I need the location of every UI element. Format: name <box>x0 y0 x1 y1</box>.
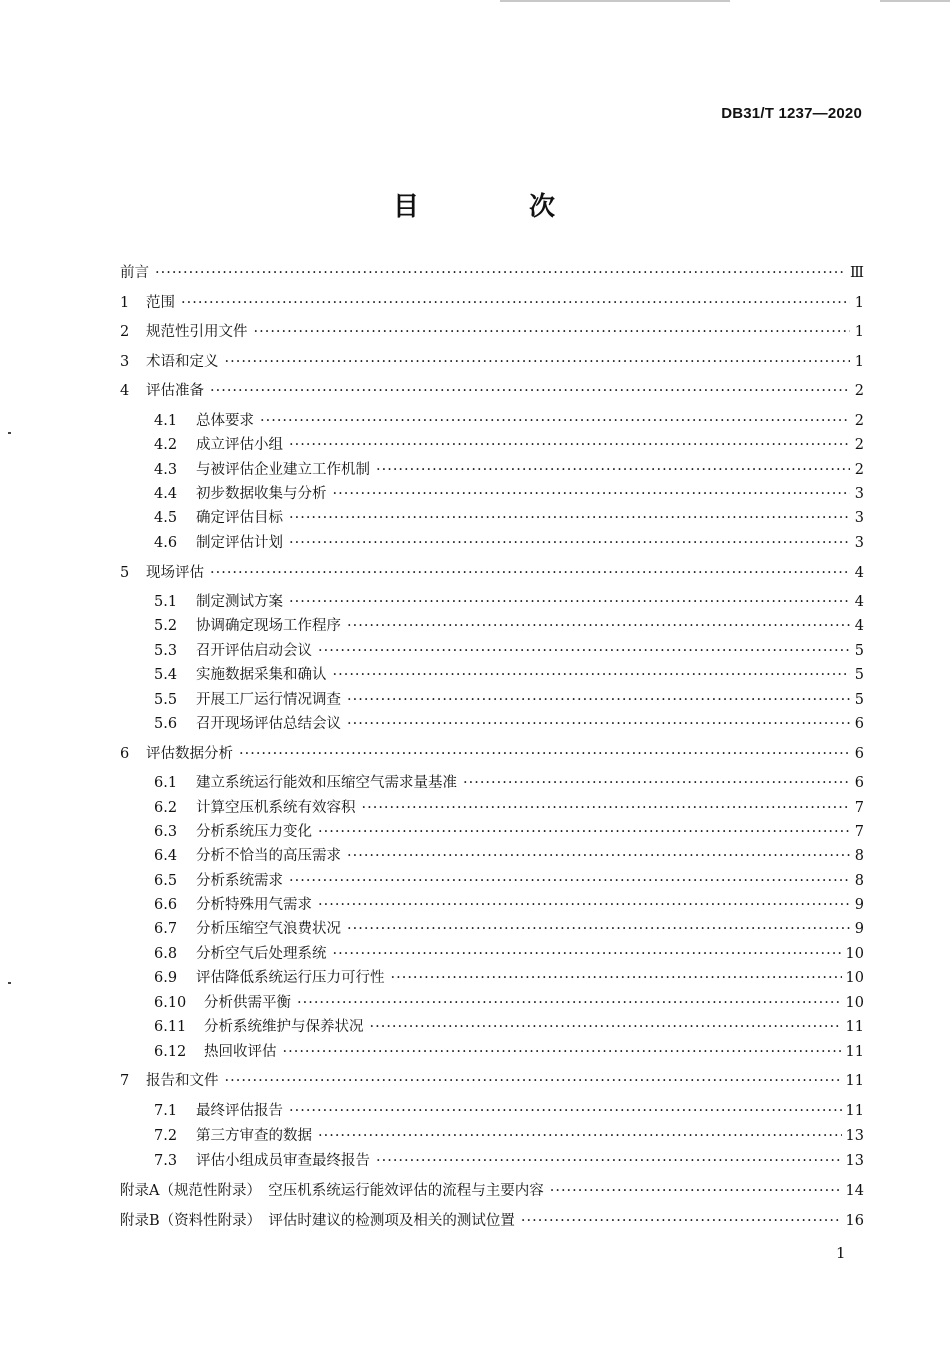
toc-entry-number: 6.12 <box>154 1044 187 1060</box>
toc-entry[interactable] <box>137 1102 864 1120</box>
toc-entry-number: 7.3 <box>154 1153 178 1169</box>
toc-entry-number: 6.4 <box>154 848 178 864</box>
toc-entry-page: 5 <box>854 643 864 659</box>
toc-entry-label: 附录B（资料性附录） 评估时建议的检测项及相关的测试位置 <box>120 1213 515 1229</box>
toc-entry[interactable] <box>137 1043 864 1061</box>
toc-entry-number: 2 <box>120 324 130 340</box>
toc-entry-number: 3 <box>120 354 130 370</box>
toc-leader-dots <box>289 509 850 527</box>
toc-entry-page: 1 <box>854 295 864 311</box>
toc-entry-number: 6.3 <box>154 824 178 840</box>
toc-entry-number: 5.2 <box>154 618 178 634</box>
toc-entry-label: 范围 <box>146 295 175 311</box>
toc-entry-label: 评估准备 <box>146 383 204 399</box>
toc-entry-number: 6.5 <box>154 873 178 889</box>
toc-leader-dots <box>347 691 850 709</box>
toc-entry-page: 8 <box>854 873 864 889</box>
toc-entry-page: 16 <box>845 1213 864 1229</box>
toc-entry-page: 3 <box>854 535 864 551</box>
toc-leader-dots <box>225 353 851 371</box>
toc-entry[interactable] <box>120 382 864 400</box>
toc-entry-label: 热回收评估 <box>204 1044 277 1060</box>
toc-entry-label: 计算空压机系统有效容积 <box>196 800 356 816</box>
toc-entry-label: 第三方审查的数据 <box>196 1128 312 1144</box>
toc-entry-page: 13 <box>845 1128 864 1144</box>
toc-leader-dots <box>318 642 850 660</box>
toc-entry-label: 召开评估启动会议 <box>196 643 312 659</box>
scan-speck <box>8 982 11 984</box>
toc-entry-label: 分析不恰当的高压需求 <box>196 848 341 864</box>
toc-entry[interactable] <box>120 1182 864 1200</box>
document-code: DB31/T 1237—2020 <box>721 105 862 122</box>
toc-leader-dots <box>210 382 850 400</box>
toc-entry[interactable] <box>137 666 864 684</box>
toc-entry[interactable] <box>120 294 864 312</box>
toc-entry-label: 附录A（规范性附录） 空压机系统运行能效评估的流程与主要内容 <box>120 1183 544 1199</box>
toc-leader-dots <box>347 715 850 733</box>
toc-entry-number: 4 <box>120 383 130 399</box>
toc-entry-number: 6.7 <box>154 921 178 937</box>
toc-entry-label: 分析特殊用气需求 <box>196 897 312 913</box>
toc-entry-number: 5.6 <box>154 716 178 732</box>
toc-entry-label: 术语和定义 <box>146 354 219 370</box>
toc-entry[interactable] <box>137 461 864 479</box>
toc-entry-label: 召开现场评估总结会议 <box>196 716 341 732</box>
toc-entry-number: 5.5 <box>154 692 178 708</box>
toc-entry-number: 1 <box>120 295 130 311</box>
toc-entry-label: 制定评估计划 <box>196 535 283 551</box>
toc-leader-dots <box>333 945 842 963</box>
toc-leader-dots <box>225 1072 842 1090</box>
toc-entry-label: 初步数据收集与分析 <box>196 486 327 502</box>
toc-leader-dots <box>210 564 850 582</box>
toc-entry-number: 5.3 <box>154 643 178 659</box>
toc-entry-number: 6.8 <box>154 946 178 962</box>
toc-entry-page: 4 <box>854 594 864 610</box>
toc-entry[interactable] <box>137 617 864 635</box>
toc-entry[interactable] <box>137 774 864 792</box>
toc-leader-dots <box>155 264 846 282</box>
toc-entry-page: 7 <box>854 800 864 816</box>
toc-entry-label: 分析供需平衡 <box>204 995 291 1011</box>
toc-entry-number: 5.1 <box>154 594 178 610</box>
toc-entry-page: 14 <box>845 1183 864 1199</box>
toc-entry[interactable] <box>137 1018 864 1036</box>
toc-entry-number: 6.6 <box>154 897 178 913</box>
toc-entry-number: 4.4 <box>154 486 178 502</box>
toc-entry-page: 1 <box>854 354 864 370</box>
toc-entry-label: 与被评估企业建立工作机制 <box>196 462 370 478</box>
toc-entry-label: 规范性引用文件 <box>146 324 248 340</box>
toc-entry[interactable] <box>120 264 864 282</box>
toc-leader-dots <box>370 1018 842 1036</box>
toc-entry-label: 最终评估报告 <box>196 1103 283 1119</box>
toc-entry-number: 5 <box>120 565 130 581</box>
toc-entry[interactable] <box>137 847 864 865</box>
toc-entry-page: 4 <box>854 618 864 634</box>
toc-entry[interactable] <box>137 896 864 914</box>
toc-entry-number: 7.2 <box>154 1128 178 1144</box>
toc-entry-number: 5.4 <box>154 667 178 683</box>
toc-entry-page: 9 <box>854 897 864 913</box>
toc-entry-label: 总体要求 <box>196 413 254 429</box>
toc-entry-page: 2 <box>854 413 864 429</box>
toc-entry-label: 分析系统压力变化 <box>196 824 312 840</box>
toc-entry[interactable] <box>120 1072 864 1090</box>
toc-entry-page: 2 <box>854 462 864 478</box>
toc-entry-page: 5 <box>854 667 864 683</box>
toc-entry[interactable] <box>137 691 864 709</box>
toc-entry-label: 分析系统需求 <box>196 873 283 889</box>
toc-entry-page: 8 <box>854 848 864 864</box>
toc-entry[interactable] <box>120 564 864 582</box>
toc-entry-number: 6 <box>120 746 130 762</box>
toc-entry[interactable] <box>137 1127 864 1145</box>
toc-entry[interactable] <box>137 945 864 963</box>
page-title: 目 次 <box>392 192 597 222</box>
toc-entry-page: 10 <box>845 970 864 986</box>
toc-entry-page: 3 <box>854 510 864 526</box>
toc-leader-dots <box>550 1182 842 1200</box>
toc-leader-dots <box>283 1043 842 1061</box>
toc-leader-dots <box>376 461 850 479</box>
toc-entry-label: 分析压缩空气浪费状况 <box>196 921 341 937</box>
toc-entry-page: 13 <box>845 1153 864 1169</box>
toc-leader-dots <box>289 593 850 611</box>
toc-entry[interactable] <box>137 969 864 987</box>
toc-entry-page: 2 <box>854 383 864 399</box>
toc-entry-number: 7.1 <box>154 1103 178 1119</box>
toc-leader-dots <box>318 1127 842 1145</box>
toc-entry[interactable] <box>137 799 864 817</box>
toc-entry[interactable] <box>137 994 864 1012</box>
toc-entry-number: 7 <box>120 1073 130 1089</box>
toc-entry[interactable] <box>137 534 864 552</box>
toc-entry-page: 11 <box>845 1073 864 1089</box>
toc-leader-dots <box>254 323 851 341</box>
toc-entry-label: 协调确定现场工作程序 <box>196 618 341 634</box>
toc-entry-label: 分析空气后处理系统 <box>196 946 327 962</box>
toc-entry[interactable] <box>137 715 864 733</box>
toc-entry[interactable] <box>137 412 864 430</box>
toc-entry-label: 评估降低系统运行压力可行性 <box>196 970 385 986</box>
toc-entry[interactable] <box>137 823 864 841</box>
toc-entry[interactable] <box>137 1152 864 1170</box>
toc-entry-label: 现场评估 <box>146 565 204 581</box>
toc-entry-page: 4 <box>854 565 864 581</box>
toc-leader-dots <box>289 872 850 890</box>
toc-entry[interactable] <box>137 920 864 938</box>
toc-leader-dots <box>181 294 850 312</box>
toc-leader-dots <box>318 896 850 914</box>
toc-entry-page: 1 <box>854 324 864 340</box>
toc-entry-number: 6.1 <box>154 775 178 791</box>
toc-leader-dots <box>297 994 842 1012</box>
toc-entry-page: 9 <box>854 921 864 937</box>
toc-entry-number: 6.11 <box>154 1019 187 1035</box>
toc-entry-page: 2 <box>854 437 864 453</box>
toc-leader-dots <box>376 1152 842 1170</box>
toc-entry-page: 6 <box>854 716 864 732</box>
toc-entry-label: 报告和文件 <box>146 1073 219 1089</box>
toc-entry-label: 确定评估目标 <box>196 510 283 526</box>
toc-entry-page: 7 <box>854 824 864 840</box>
scan-speck <box>8 432 11 434</box>
toc-entry-number: 4.3 <box>154 462 178 478</box>
toc-leader-dots <box>362 799 851 817</box>
toc-entry-page: 6 <box>854 746 864 762</box>
toc-entry-number: 4.2 <box>154 437 178 453</box>
toc-entry[interactable] <box>137 436 864 454</box>
toc-entry-number: 4.6 <box>154 535 178 551</box>
toc-leader-dots <box>289 534 850 552</box>
toc-entry-number: 4.5 <box>154 510 178 526</box>
toc-entry[interactable] <box>120 353 864 371</box>
toc-entry-page: 11 <box>845 1044 864 1060</box>
toc-entry-page: 10 <box>845 995 864 1011</box>
toc-leader-dots <box>289 436 850 454</box>
toc-entry-label: 评估数据分析 <box>146 746 233 762</box>
toc-entry-label: 分析系统维护与保养状况 <box>204 1019 364 1035</box>
toc-entry[interactable] <box>120 323 864 341</box>
toc-entry-page: 11 <box>845 1103 864 1119</box>
toc-entry-label: 制定测试方案 <box>196 594 283 610</box>
toc-entry-page: 11 <box>845 1019 864 1035</box>
scan-artifact <box>500 0 730 2</box>
toc-entry[interactable] <box>120 1212 864 1230</box>
toc-leader-dots <box>391 969 842 987</box>
toc-entry[interactable] <box>137 509 864 527</box>
page-number: 1 <box>836 1244 846 1262</box>
toc-entry-page: 6 <box>854 775 864 791</box>
toc-leader-dots <box>260 412 850 430</box>
toc-entry-label: 建立系统运行能效和压缩空气需求量基准 <box>196 775 457 791</box>
toc-entry-page: 3 <box>854 486 864 502</box>
toc-entry[interactable] <box>137 872 864 890</box>
toc-entry-page: 5 <box>854 692 864 708</box>
toc-leader-dots <box>521 1212 842 1230</box>
toc-entry-label: 开展工厂运行情况调查 <box>196 692 341 708</box>
scan-artifact <box>880 0 950 2</box>
toc-entry-number: 6.10 <box>154 995 187 1011</box>
toc-entry[interactable] <box>137 485 864 503</box>
toc-entry-page: 10 <box>845 946 864 962</box>
toc-leader-dots <box>289 1102 842 1120</box>
toc-entry-number: 4.1 <box>154 413 178 429</box>
toc-entry-number: 6.9 <box>154 970 178 986</box>
toc-entry-label: 成立评估小组 <box>196 437 283 453</box>
toc-leader-dots <box>347 920 850 938</box>
toc-entry-label: 前言 <box>120 265 149 281</box>
toc-leader-dots <box>239 745 850 763</box>
toc-leader-dots <box>333 485 851 503</box>
toc-leader-dots <box>463 774 850 792</box>
toc-entry-label: 实施数据采集和确认 <box>196 667 327 683</box>
toc-entry[interactable] <box>137 642 864 660</box>
toc-leader-dots <box>347 617 850 635</box>
toc-entry-label: 评估小组成员审查最终报告 <box>196 1153 370 1169</box>
toc-entry-page: Ⅲ <box>850 265 864 281</box>
toc-entry[interactable] <box>120 745 864 763</box>
toc-entry-number: 6.2 <box>154 800 178 816</box>
toc-entry[interactable] <box>137 593 864 611</box>
toc-leader-dots <box>347 847 850 865</box>
toc-leader-dots <box>333 666 851 684</box>
toc-leader-dots <box>318 823 850 841</box>
